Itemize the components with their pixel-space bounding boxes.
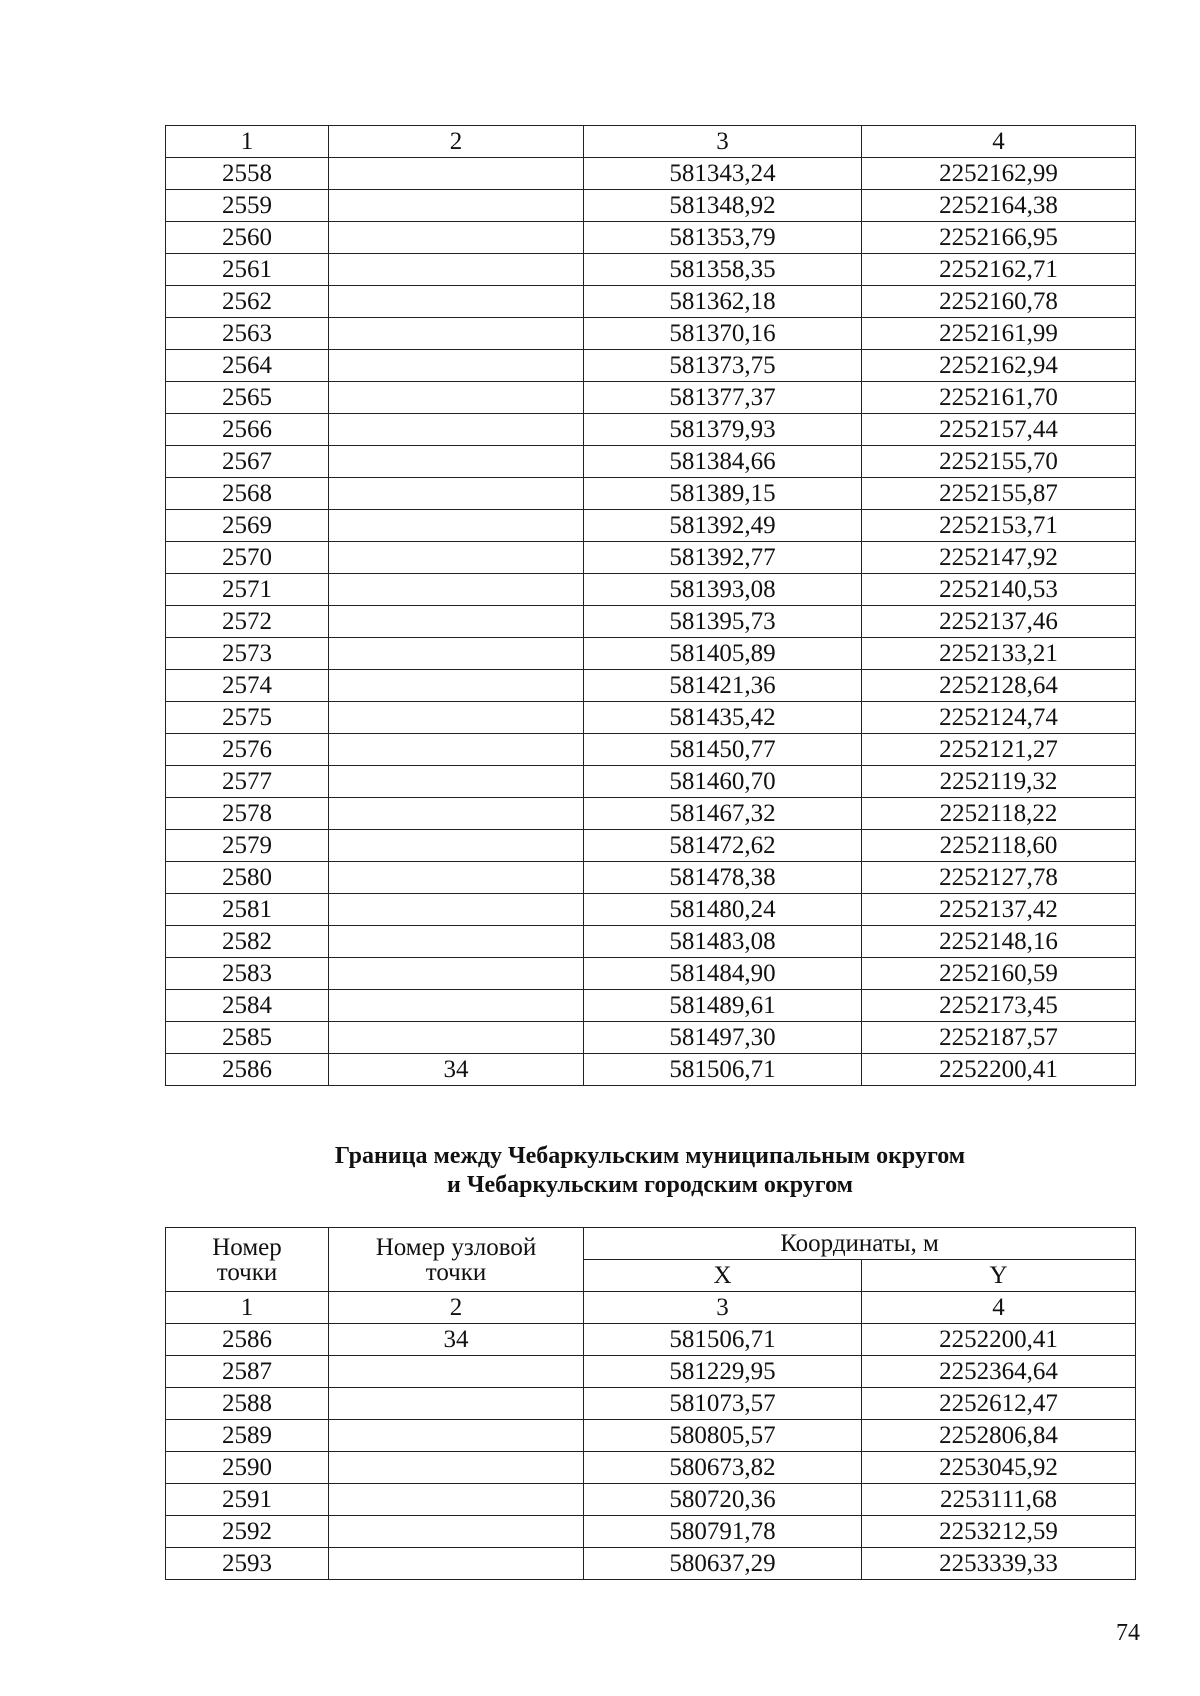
- node-number-cell: [329, 638, 584, 670]
- x-coordinate-cell: 581467,32: [584, 798, 862, 830]
- x-coordinate-cell: 580805,57: [584, 1420, 862, 1452]
- column-number: 3: [584, 1292, 862, 1324]
- node-number-cell: [329, 350, 584, 382]
- table-body: [166, 126, 1136, 1086]
- x-coordinate-cell: 581073,57: [584, 1388, 862, 1420]
- x-coordinate-cell: 581370,16: [584, 318, 862, 350]
- table-row: [166, 222, 1136, 254]
- column-number-row: [166, 126, 1136, 158]
- y-coordinate-cell: 2252137,46: [862, 606, 1136, 638]
- point-number-cell: 2575: [166, 702, 329, 734]
- node-number-cell: 34: [329, 1054, 584, 1086]
- column-number: 4: [862, 126, 1136, 158]
- header-coordinates: Координаты, м: [584, 1228, 1136, 1260]
- y-coordinate-cell: 2253212,59: [862, 1516, 1136, 1548]
- y-coordinate-cell: 2252133,21: [862, 638, 1136, 670]
- y-coordinate-cell: 2252164,38: [862, 190, 1136, 222]
- y-coordinate-cell: 2252121,27: [862, 734, 1136, 766]
- table-row: [166, 318, 1136, 350]
- x-coordinate-cell: 581450,77: [584, 734, 862, 766]
- point-number-cell: 2563: [166, 318, 329, 350]
- x-coordinate-cell: 581506,71: [584, 1054, 862, 1086]
- y-coordinate-cell: 2252148,16: [862, 926, 1136, 958]
- point-number-cell: 2585: [166, 1022, 329, 1054]
- point-number-cell: 2579: [166, 830, 329, 862]
- section-title: [165, 1142, 1135, 1200]
- table-row: [166, 1548, 1136, 1580]
- node-number-cell: [329, 382, 584, 414]
- table-row: [166, 702, 1136, 734]
- column-number: 1: [166, 1292, 329, 1324]
- point-number-cell: 2582: [166, 926, 329, 958]
- node-number-cell: [329, 1022, 584, 1054]
- table-row: [166, 478, 1136, 510]
- node-number-cell: [329, 414, 584, 446]
- column-number: 2: [329, 1292, 584, 1324]
- table-row: [166, 254, 1136, 286]
- x-coordinate-cell: 581348,92: [584, 190, 862, 222]
- point-number-cell: 2569: [166, 510, 329, 542]
- node-number-cell: [329, 1388, 584, 1420]
- y-coordinate-cell: 2252128,64: [862, 670, 1136, 702]
- column-number: 3: [584, 126, 862, 158]
- node-number-cell: [329, 158, 584, 190]
- node-number-cell: [329, 286, 584, 318]
- column-number: 4: [862, 1292, 1136, 1324]
- node-number-cell: 34: [329, 1324, 584, 1356]
- node-number-cell: [329, 990, 584, 1022]
- section-title-line-1: Граница между Чебаркульским муниципальным округом: [334, 1143, 966, 1169]
- x-coordinate-cell: 581377,37: [584, 382, 862, 414]
- y-coordinate-cell: 2252364,64: [862, 1356, 1136, 1388]
- node-number-cell: [329, 926, 584, 958]
- node-number-cell: [329, 1452, 584, 1484]
- table-row: [166, 446, 1136, 478]
- y-coordinate-cell: 2253111,68: [862, 1484, 1136, 1516]
- x-coordinate-cell: 581392,77: [584, 542, 862, 574]
- x-coordinate-cell: 581392,49: [584, 510, 862, 542]
- node-number-cell: [329, 734, 584, 766]
- column-number: 2: [329, 126, 584, 158]
- node-number-cell: [329, 574, 584, 606]
- point-number-cell: 2584: [166, 990, 329, 1022]
- x-coordinate-cell: 581497,30: [584, 1022, 862, 1054]
- table-row: [166, 414, 1136, 446]
- x-coordinate-cell: 581343,24: [584, 158, 862, 190]
- y-coordinate-cell: 2252162,99: [862, 158, 1136, 190]
- x-coordinate-cell: 581421,36: [584, 670, 862, 702]
- y-coordinate-cell: 2252118,60: [862, 830, 1136, 862]
- node-number-cell: [329, 702, 584, 734]
- table-row: [166, 1420, 1136, 1452]
- x-coordinate-cell: 581353,79: [584, 222, 862, 254]
- column-number: 1: [166, 126, 329, 158]
- y-coordinate-cell: 2252161,99: [862, 318, 1136, 350]
- node-number-cell: [329, 894, 584, 926]
- point-number-cell: 2590: [166, 1452, 329, 1484]
- y-coordinate-cell: 2252806,84: [862, 1420, 1136, 1452]
- x-coordinate-cell: 581395,73: [584, 606, 862, 638]
- point-number-cell: 2583: [166, 958, 329, 990]
- x-coordinate-cell: 581489,61: [584, 990, 862, 1022]
- x-coordinate-cell: 580791,78: [584, 1516, 862, 1548]
- x-coordinate-cell: 581384,66: [584, 446, 862, 478]
- point-number-cell: 2586: [166, 1324, 329, 1356]
- point-number-cell: 2586: [166, 1054, 329, 1086]
- point-number-cell: 2578: [166, 798, 329, 830]
- point-number-cell: 2566: [166, 414, 329, 446]
- table-row: [166, 1054, 1136, 1086]
- section-title-line-2: и Чебаркульским городским округом: [447, 1172, 853, 1198]
- y-coordinate-cell: 2252200,41: [862, 1054, 1136, 1086]
- x-coordinate-cell: 581229,95: [584, 1356, 862, 1388]
- node-number-cell: [329, 766, 584, 798]
- x-coordinate-cell: 581373,75: [584, 350, 862, 382]
- point-number-cell: 2567: [166, 446, 329, 478]
- x-coordinate-cell: 581393,08: [584, 574, 862, 606]
- table-row: [166, 734, 1136, 766]
- point-number-cell: 2558: [166, 158, 329, 190]
- point-number-cell: 2591: [166, 1484, 329, 1516]
- point-number-cell: 2576: [166, 734, 329, 766]
- y-coordinate-cell: 2252153,71: [862, 510, 1136, 542]
- node-number-cell: [329, 1420, 584, 1452]
- point-number-cell: 2577: [166, 766, 329, 798]
- coordinates-table-continued: [165, 125, 1136, 1086]
- y-coordinate-cell: 2252155,87: [862, 478, 1136, 510]
- point-number-cell: 2573: [166, 638, 329, 670]
- table-row: [166, 1022, 1136, 1054]
- node-number-cell: [329, 862, 584, 894]
- y-coordinate-cell: 2252119,32: [862, 766, 1136, 798]
- table-row: [166, 958, 1136, 990]
- table-row: [166, 670, 1136, 702]
- header-point-number: Номер точки: [166, 1228, 329, 1292]
- point-number-cell: 2572: [166, 606, 329, 638]
- node-number-cell: [329, 1484, 584, 1516]
- x-coordinate-cell: 581478,38: [584, 862, 862, 894]
- point-number-cell: 2574: [166, 670, 329, 702]
- table-row: [166, 1516, 1136, 1548]
- table-row: [166, 894, 1136, 926]
- table-row: [166, 1388, 1136, 1420]
- x-coordinate-cell: 581480,24: [584, 894, 862, 926]
- table-row: [166, 830, 1136, 862]
- table-row: [166, 158, 1136, 190]
- y-coordinate-cell: 2252118,22: [862, 798, 1136, 830]
- node-number-cell: [329, 254, 584, 286]
- y-coordinate-cell: 2252162,71: [862, 254, 1136, 286]
- table-body: [166, 1228, 1136, 1580]
- x-coordinate-cell: 581435,42: [584, 702, 862, 734]
- table-row: [166, 382, 1136, 414]
- point-number-cell: 2593: [166, 1548, 329, 1580]
- point-number-cell: 2560: [166, 222, 329, 254]
- node-number-cell: [329, 670, 584, 702]
- point-number-cell: 2580: [166, 862, 329, 894]
- node-number-cell: [329, 1356, 584, 1388]
- y-coordinate-cell: 2252124,74: [862, 702, 1136, 734]
- table-row: [166, 798, 1136, 830]
- point-number-cell: 2581: [166, 894, 329, 926]
- y-coordinate-cell: 2252160,59: [862, 958, 1136, 990]
- node-number-cell: [329, 318, 584, 350]
- node-number-cell: [329, 606, 584, 638]
- boundary-coordinates-table: [165, 1227, 1136, 1580]
- column-number-row: [166, 1292, 1136, 1324]
- y-coordinate-cell: 2252200,41: [862, 1324, 1136, 1356]
- x-coordinate-cell: 580720,36: [584, 1484, 862, 1516]
- x-coordinate-cell: 581389,15: [584, 478, 862, 510]
- node-number-cell: [329, 798, 584, 830]
- y-coordinate-cell: 2253045,92: [862, 1452, 1136, 1484]
- y-coordinate-cell: 2252162,94: [862, 350, 1136, 382]
- x-coordinate-cell: 581506,71: [584, 1324, 862, 1356]
- point-number-cell: 2587: [166, 1356, 329, 1388]
- node-number-cell: [329, 478, 584, 510]
- point-number-cell: 2570: [166, 542, 329, 574]
- y-coordinate-cell: 2252157,44: [862, 414, 1136, 446]
- table-row: [166, 766, 1136, 798]
- table-row: [166, 542, 1136, 574]
- node-number-cell: [329, 1516, 584, 1548]
- point-number-cell: 2561: [166, 254, 329, 286]
- node-number-cell: [329, 1548, 584, 1580]
- table-row: [166, 574, 1136, 606]
- y-coordinate-cell: 2252187,57: [862, 1022, 1136, 1054]
- x-coordinate-cell: 581460,70: [584, 766, 862, 798]
- y-coordinate-cell: 2252173,45: [862, 990, 1136, 1022]
- y-coordinate-cell: 2252161,70: [862, 382, 1136, 414]
- x-coordinate-cell: 581379,93: [584, 414, 862, 446]
- x-coordinate-cell: 581358,35: [584, 254, 862, 286]
- node-number-cell: [329, 222, 584, 254]
- point-number-cell: 2564: [166, 350, 329, 382]
- header-x: X: [584, 1260, 862, 1292]
- x-coordinate-cell: 581483,08: [584, 926, 862, 958]
- point-number-cell: 2562: [166, 286, 329, 318]
- x-coordinate-cell: 581362,18: [584, 286, 862, 318]
- page-number: 74: [1116, 1620, 1140, 1646]
- point-number-cell: 2589: [166, 1420, 329, 1452]
- node-number-cell: [329, 958, 584, 990]
- table-row: [166, 510, 1136, 542]
- table-row: [166, 862, 1136, 894]
- header-row: [166, 1228, 1136, 1260]
- x-coordinate-cell: 581472,62: [584, 830, 862, 862]
- table-row: [166, 350, 1136, 382]
- node-number-cell: [329, 510, 584, 542]
- table-row: [166, 606, 1136, 638]
- x-coordinate-cell: 580673,82: [584, 1452, 862, 1484]
- y-coordinate-cell: 2252166,95: [862, 222, 1136, 254]
- node-number-cell: [329, 542, 584, 574]
- table-row: [166, 1324, 1136, 1356]
- x-coordinate-cell: 580637,29: [584, 1548, 862, 1580]
- node-number-cell: [329, 446, 584, 478]
- table-row: [166, 638, 1136, 670]
- table-row: [166, 1356, 1136, 1388]
- table-row: [166, 1452, 1136, 1484]
- node-number-cell: [329, 190, 584, 222]
- header-node-number: Номер узловой точки: [329, 1228, 584, 1292]
- point-number-cell: 2592: [166, 1516, 329, 1548]
- y-coordinate-cell: 2252137,42: [862, 894, 1136, 926]
- y-coordinate-cell: 2252612,47: [862, 1388, 1136, 1420]
- point-number-cell: 2568: [166, 478, 329, 510]
- y-coordinate-cell: 2252147,92: [862, 542, 1136, 574]
- point-number-cell: 2571: [166, 574, 329, 606]
- table-row: [166, 926, 1136, 958]
- table-row: [166, 1484, 1136, 1516]
- point-number-cell: 2559: [166, 190, 329, 222]
- table-row: [166, 990, 1136, 1022]
- y-coordinate-cell: 2252127,78: [862, 862, 1136, 894]
- y-coordinate-cell: 2253339,33: [862, 1548, 1136, 1580]
- x-coordinate-cell: 581484,90: [584, 958, 862, 990]
- table-row: [166, 286, 1136, 318]
- y-coordinate-cell: 2252155,70: [862, 446, 1136, 478]
- point-number-cell: 2565: [166, 382, 329, 414]
- point-number-cell: 2588: [166, 1388, 329, 1420]
- x-coordinate-cell: 581405,89: [584, 638, 862, 670]
- header-y: Y: [862, 1260, 1136, 1292]
- y-coordinate-cell: 2252160,78: [862, 286, 1136, 318]
- y-coordinate-cell: 2252140,53: [862, 574, 1136, 606]
- node-number-cell: [329, 830, 584, 862]
- table-row: [166, 190, 1136, 222]
